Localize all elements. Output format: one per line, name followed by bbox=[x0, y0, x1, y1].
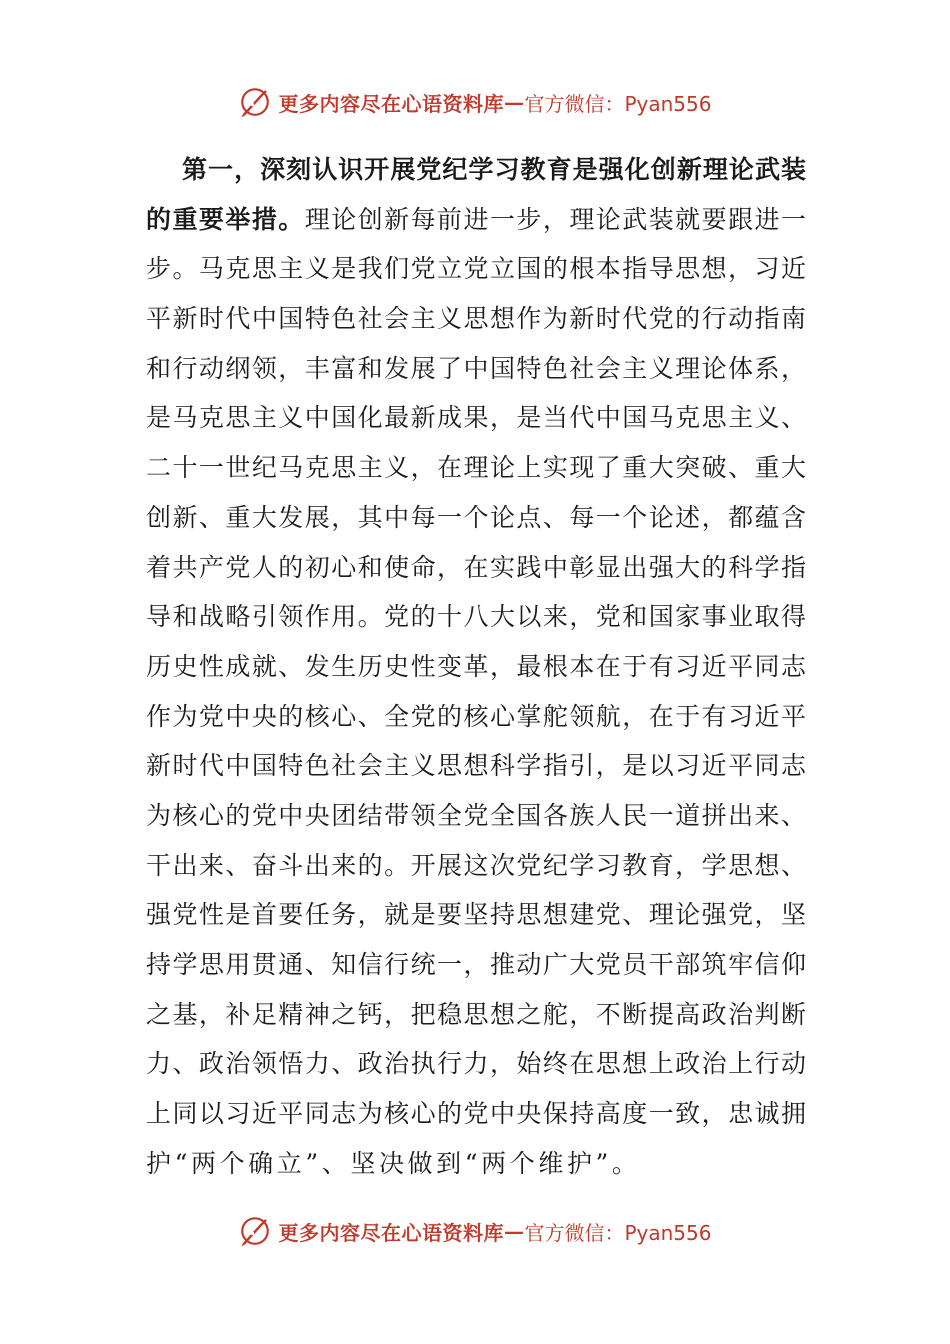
paragraph-line bbox=[146, 1089, 806, 1139]
line-text: 二十一世纪马克思主义，在理论上实现了重大突破、重大 bbox=[146, 453, 806, 483]
line-text: 强党性是首要任务，就是要坚持思想建党、理论强党，坚 bbox=[146, 900, 806, 930]
paragraph-line bbox=[146, 1139, 806, 1189]
watermark-main-text: 更多内容尽在心语资料库 bbox=[278, 1220, 504, 1245]
paragraph-line bbox=[146, 741, 806, 791]
paragraph-line bbox=[146, 692, 806, 742]
paragraph-line bbox=[146, 493, 806, 543]
line-text: 为核心的党中央团结带领全党全国各族人民一道拼出来、 bbox=[146, 800, 806, 830]
line-text: 着共产党人的初心和使命，在实践中彰显出强大的科学指 bbox=[146, 552, 806, 582]
paragraph-line bbox=[146, 1039, 806, 1089]
line-text: 护“两个确立”、坚决做到“两个维护”。 bbox=[146, 1148, 641, 1178]
paragraph-line bbox=[146, 145, 806, 195]
header-watermark bbox=[0, 82, 950, 122]
line-text: 新时代中国特色社会主义思想科学指引，是以习近平同志 bbox=[146, 751, 806, 781]
line-text: 平新时代中国特色社会主义思想作为新时代党的行动指南 bbox=[146, 304, 806, 334]
line-text: 历史性成就、发生历史性变革，最根本在于有习近平同志 bbox=[146, 651, 806, 681]
paragraph-line bbox=[146, 393, 806, 443]
paragraph-line bbox=[146, 244, 806, 294]
line-text: 创新、重大发展，其中每一个论点、每一个论述，都蕴含 bbox=[146, 502, 806, 532]
line-text: 步。马克思主义是我们党立党立国的根本指导思想，习近 bbox=[146, 254, 806, 284]
watermark-dash: — bbox=[503, 90, 525, 114]
line-text: 持学思用贯通、知信行统一，推动广大党员干部筑牢信仰 bbox=[146, 950, 806, 979]
paragraph-line bbox=[146, 592, 806, 642]
paragraph-line bbox=[146, 195, 806, 245]
line-text: 之基，补足精神之钙，把稳思想之舵，不断提高政治判断 bbox=[146, 999, 806, 1029]
line-text: 干出来、奋斗出来的。开展这次党纪学习教育，学思想、 bbox=[146, 850, 806, 880]
line-text: 作为党中央的核心、全党的核心掌舵领航，在于有习近平 bbox=[146, 701, 806, 731]
paragraph-line bbox=[146, 940, 806, 990]
watermark-sub-text: 官方微信：Pyan556 bbox=[524, 91, 712, 116]
footer-watermark bbox=[0, 1211, 950, 1251]
paragraph-line bbox=[146, 344, 806, 394]
bold-heading-text: 的重要举措。 bbox=[146, 204, 305, 234]
paragraph-line bbox=[146, 791, 806, 841]
paragraph-line bbox=[146, 990, 806, 1040]
watermark-sub-text: 官方微信：Pyan556 bbox=[524, 1220, 712, 1245]
pen-logo-icon bbox=[238, 1214, 272, 1248]
line-text: 导和战略引领作用。党的十八大以来，党和国家事业取得 bbox=[146, 602, 806, 632]
document-body bbox=[146, 145, 806, 1188]
line-text: 上同以习近平同志为核心的党中央保持高度一致，忠诚拥 bbox=[146, 1099, 806, 1129]
line-text: 和行动纲领，丰富和发展了中国特色社会主义理论体系， bbox=[146, 353, 806, 383]
line-text: 理论创新每前进一步，理论武装就要跟进一 bbox=[304, 204, 806, 234]
bold-heading-text: 第一，深刻认识开展党纪学习教育是强化创新理论武装 bbox=[182, 155, 806, 184]
watermark-main-text: 更多内容尽在心语资料库 bbox=[278, 91, 504, 116]
paragraph-line bbox=[146, 890, 806, 940]
paragraph-line bbox=[146, 543, 806, 593]
paragraph-line bbox=[146, 294, 806, 344]
line-text: 力、政治领悟力、政治执行力，始终在思想上政治上行动 bbox=[146, 1049, 806, 1079]
paragraph-line bbox=[146, 642, 806, 692]
watermark-dash: — bbox=[503, 1219, 525, 1243]
line-text: 是马克思主义中国化最新成果，是当代中国马克思主义、 bbox=[146, 403, 806, 433]
paragraph-line bbox=[146, 443, 806, 493]
pen-logo-icon bbox=[238, 85, 272, 119]
paragraph-line bbox=[146, 841, 806, 891]
